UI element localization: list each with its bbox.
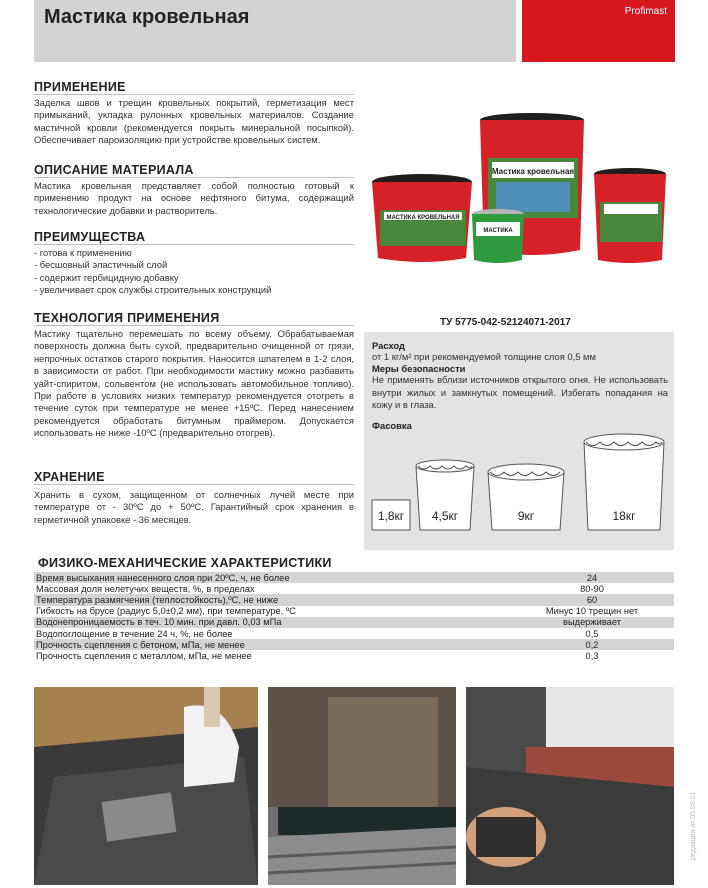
advantage-item: - бесшовный эластичный слой: [34, 259, 168, 271]
property-name: Время высыхания нанесенного слоя при 20ºС, ч, не более: [34, 572, 510, 583]
advantage-item: - готова к применению: [34, 247, 132, 258]
brand-name: Profimast: [624, 6, 667, 17]
material-title: ОПИСАНИЕ МАТЕРИАЛА: [34, 163, 354, 178]
section-technology: [34, 311, 354, 440]
storage-text: Хранить в сухом, защищенном от солнечных лучей месте при температуре от - 30ºС до + 50ºС. Гарантийный срок хранения в герметичной упаковке - 36 месяцев.: [34, 489, 354, 525]
table-row: [34, 639, 674, 650]
photo-gutter: [34, 687, 258, 885]
product-image: [366, 110, 672, 268]
property-name: Массовая доля нелетучих веществ, %, в пределах: [36, 583, 255, 594]
property-name: Прочность сцепления с металлом, мПа, не менее: [36, 650, 252, 661]
property-value: 0,3: [585, 650, 599, 661]
photo-roof-edge: [466, 687, 674, 885]
property-value: выдерживает: [510, 617, 674, 628]
property-value: 0,2: [510, 639, 674, 650]
page-title: Мастика кровельная: [44, 6, 250, 28]
consumption-label: Расход: [372, 340, 405, 351]
technology-title: ТЕХНОЛОГИЯ ПРИМЕНЕНИЯ: [34, 311, 354, 326]
pack-label: 4,5кг: [431, 509, 459, 523]
table-row: [34, 650, 674, 661]
table-row: [34, 617, 674, 628]
advantage-item: - содержит гербицидную добавку: [34, 271, 179, 283]
bucket-label-large: Мастика кровельная: [491, 167, 575, 176]
bucket-small: [472, 209, 524, 263]
properties-table: [34, 572, 674, 662]
properties-section: [34, 556, 674, 662]
property-value: Минус 10 трещин нет: [545, 606, 639, 617]
table-row: [34, 583, 674, 594]
property-name: Водонепроницаемость в теч. 10 мин. при давл. 0,03 мПа: [34, 617, 510, 628]
property-value: 24: [510, 572, 674, 583]
packing-label: Фасовка: [372, 419, 412, 431]
section-material: [34, 163, 354, 217]
edition-note: редакция от 05.08.21: [690, 791, 697, 860]
section-application: [34, 80, 354, 147]
bucket-label-left: МАСТИКА КРОВЕЛЬНАЯ: [386, 215, 460, 221]
consumption-text: от 1 кг/м² при рекомендуемой толщине слоя 0,5 мм: [372, 351, 596, 362]
table-row: [34, 594, 674, 605]
property-value: 80-90: [580, 583, 604, 594]
tu-code: ТУ 5775-042-52124071-2017: [440, 317, 571, 328]
table-row: [34, 628, 674, 639]
bucket-label-small: МАСТИКА: [483, 228, 513, 234]
bucket-left: [372, 174, 472, 262]
table-row: [34, 572, 674, 583]
properties-title: ФИЗИКО-МЕХАНИЧЕСКИЕ ХАРАКТЕРИСТИКИ: [38, 556, 332, 570]
advantages-title: ПРЕИМУЩЕСТВА: [34, 230, 354, 245]
info-box: [364, 332, 674, 550]
advantage-item: - увеличивает срок службы строительных конструкций: [34, 284, 272, 296]
safety-text: Не применять вблизи источников открытого огня. Не использовать внутри жилых и замкнутых помещений. Избегать попадания на кожу и в глаза.: [372, 374, 668, 411]
advantages-list: [34, 247, 354, 297]
storage-title: ХРАНЕНИЕ: [34, 470, 354, 485]
application-text: Заделка швов и трещин кровельных покрытий, герметизация мест примыканий, укладка рулонных кровельных материалов. Создание мастичной кровли (рекомендуется покрыть минеральной посыпкой). Обеспечивает пароизоляцию при устройстве кровельных систем.: [34, 97, 354, 146]
pack-label: 9кг: [517, 509, 535, 523]
packs-drawing: [364, 432, 674, 542]
property-name: Температура размягчения (теплостойкость),ºС, не ниже: [34, 594, 510, 605]
photo-chimney: [268, 687, 456, 885]
safety-label: Меры безопасности: [372, 363, 466, 375]
bucket-right: [594, 168, 666, 263]
brand-box: [522, 0, 675, 62]
packing-options: [364, 432, 674, 542]
table-row: [34, 606, 674, 617]
property-value: 0,5: [585, 628, 599, 639]
pack-label: 18кг: [612, 509, 636, 523]
property-name: Водопоглощение в течение 24 ч, %, не более: [36, 628, 233, 639]
application-title: ПРИМЕНЕНИЕ: [34, 80, 354, 95]
material-text: Мастика кровельная представляет собой полностью готовый к применению продукт на основе нефтяного битума, содержащий технологические добавки и растворитель.: [34, 180, 354, 216]
pack-label: 1,8кг: [377, 509, 405, 523]
technology-text: Мастику тщательно перемешать по всему объему. Обрабатываемая поверхность должна быть сухой, предварительно очищенной от грязи, непрочных остатков старого покрытия. Наносится шпателем в 1-2 слоя, в зависимости от работ. При необходимости мастику можно разбавить уайт-спиритом, сольвентом (не использовать автомобильное топливо). При работе в условиях низких температур рекомендуется отогреть в течение суток при температуре не менее +15ºС. Перед нанесением рекомендуется обработать битумным праймером. Допускается использовать не ниже -10ºС (предварительно отогрев).: [34, 328, 354, 439]
section-storage: [34, 470, 354, 526]
property-name: Прочность сцепления с бетоном, мПа, не менее: [34, 639, 510, 650]
property-name: Гибкость на брусе (радиус 5,0±0,2 мм), при температуре, ºС: [36, 606, 296, 617]
section-advantages: [34, 230, 354, 297]
buckets-illustration: [366, 110, 672, 268]
property-value: 60: [510, 594, 674, 605]
